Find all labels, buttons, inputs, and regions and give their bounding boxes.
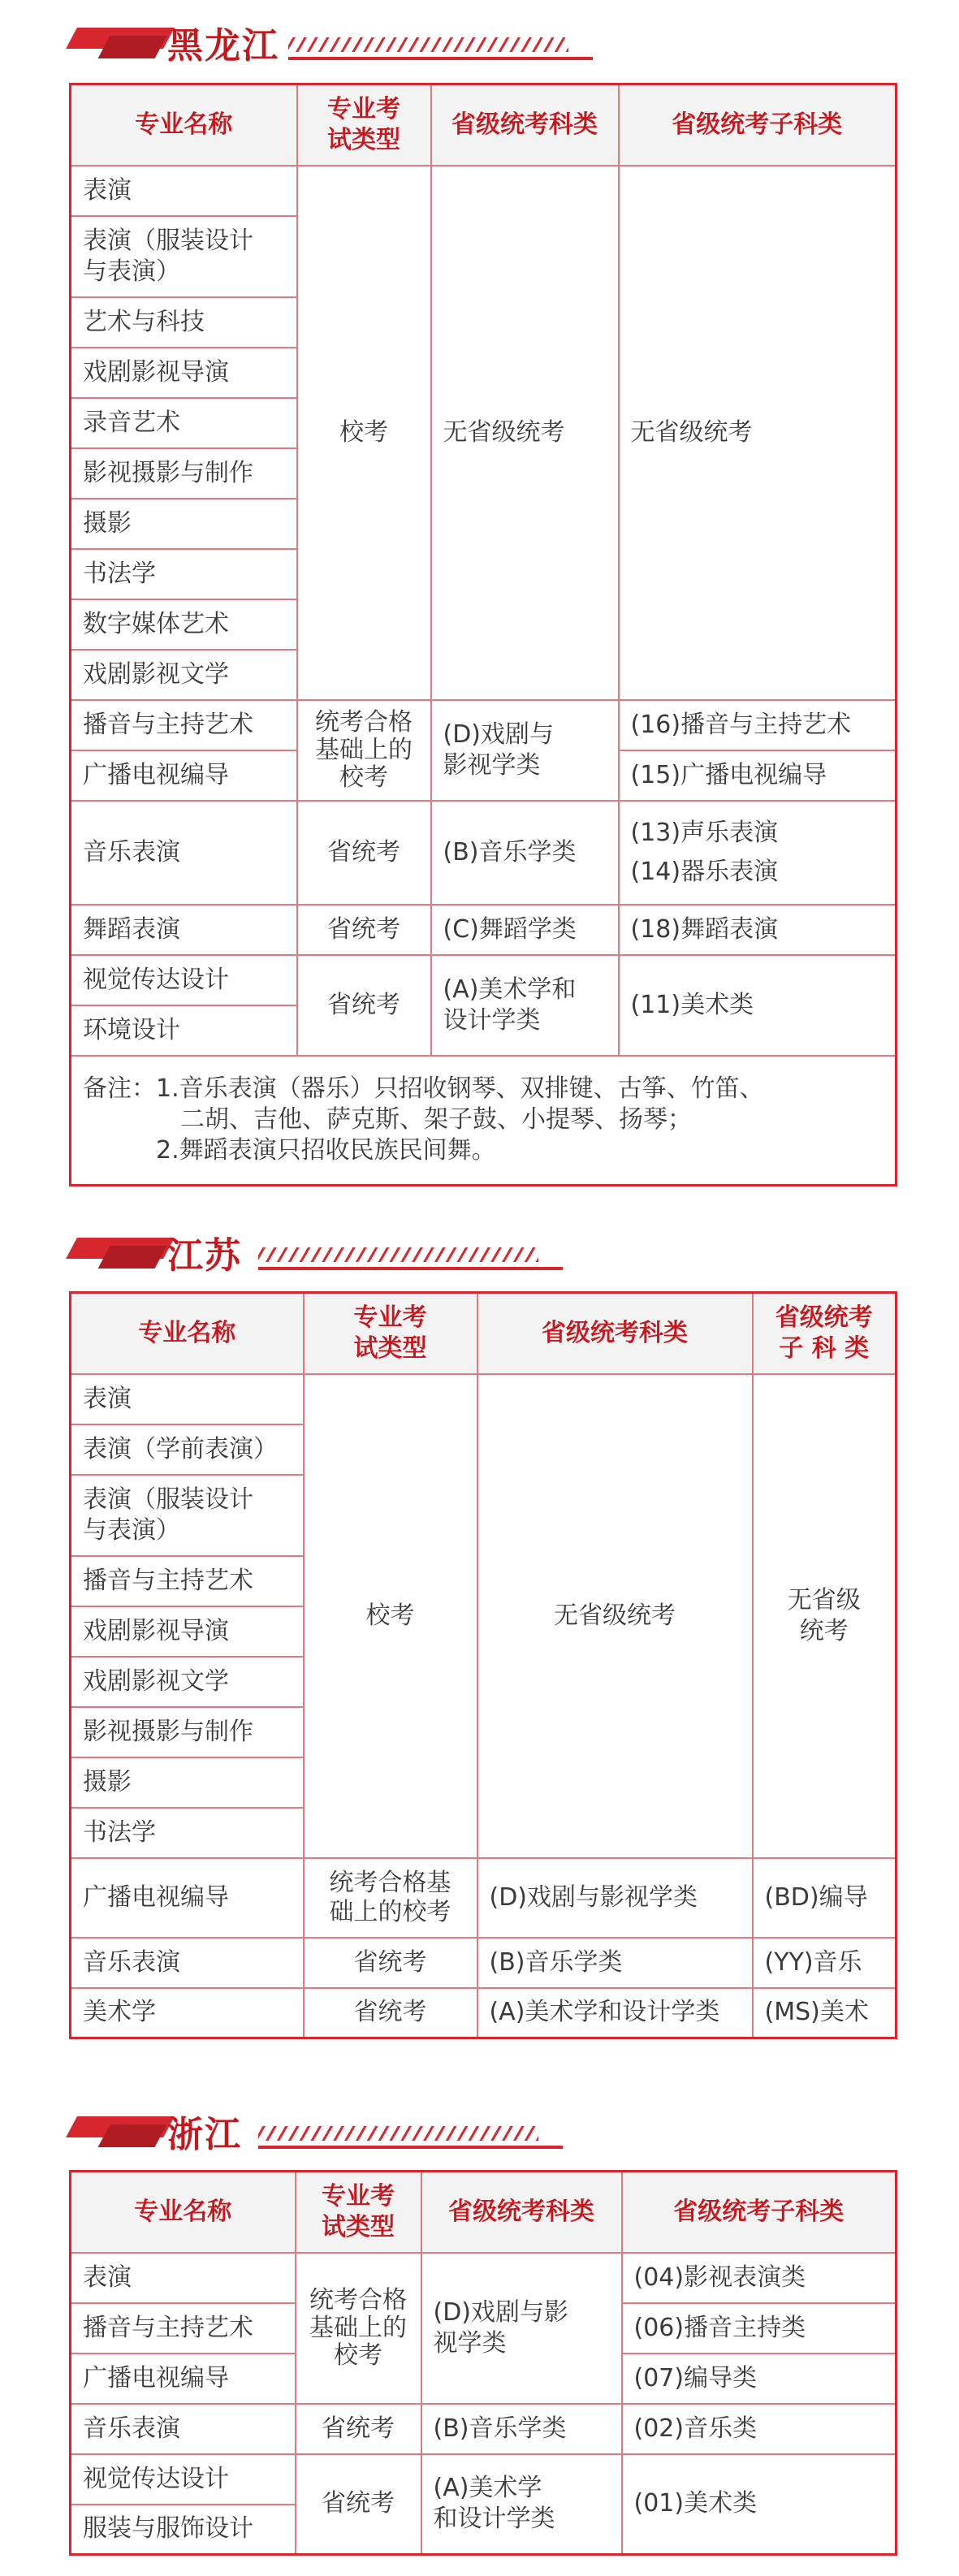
section-header: [0, 2089, 959, 2162]
note-cell: [71, 1056, 896, 1186]
category-cell: (A)美术学 和设计学类: [421, 2454, 622, 2555]
header-underline: [258, 1267, 563, 1270]
major-cell: 戏剧影视导演: [71, 348, 297, 398]
header-underline: [288, 57, 593, 60]
exam-type-cell: 省统考: [297, 905, 431, 955]
note-label: 备注：: [83, 1074, 156, 1104]
subcategory-cell: (YY)音乐: [753, 1938, 896, 1988]
col-header: 省级统考科类: [477, 1293, 753, 1374]
major-cell: 视觉传达设计: [71, 955, 297, 1005]
section-zhejiang: [0, 2089, 959, 2576]
exam-type-cell: 省统考: [297, 955, 431, 1056]
major-cell: 音乐表演: [71, 801, 297, 905]
exam-type-cell: 省统考: [296, 2404, 421, 2454]
major-cell: 书法学: [71, 1808, 304, 1858]
header-hatch: [258, 2126, 538, 2141]
header-decor: [98, 1246, 167, 1269]
exam-type-cell: 省统考: [304, 1988, 477, 2038]
col-header: 省级统考子科类: [622, 2172, 896, 2253]
category-cell: (A)美术学和设计学类: [477, 1988, 753, 2038]
major-cell: 表演: [71, 1374, 304, 1424]
section-title: 黑龙江: [167, 25, 279, 67]
col-header: 省级统考子科类: [619, 84, 896, 166]
section-header: [0, 1210, 959, 1283]
subcategory-cell: (18)舞蹈表演: [619, 905, 896, 955]
major-cell: 服装与服饰设计: [71, 2505, 296, 2555]
header-hatch: [288, 37, 568, 52]
col-header: 省级统考科类: [431, 84, 619, 166]
exam-type-cell: 省统考: [297, 801, 431, 905]
subcategory-cell: (01)美术类: [622, 2454, 896, 2555]
major-cell: 表演（服装设计 与表演）: [71, 1475, 304, 1556]
subcategory-cell: (15)广播电视编导: [619, 750, 896, 801]
major-cell: 播音与主持艺术: [71, 2303, 296, 2353]
exam-type-cell: 校考: [297, 166, 431, 700]
exam-type-cell: 统考合格 基础上的 校考: [296, 2253, 421, 2404]
section-jiangsu: [0, 1210, 959, 2063]
col-header: 专业名称: [71, 1293, 304, 1374]
major-cell: 美术学: [71, 1988, 304, 2038]
major-cell: 广播电视编导: [71, 750, 297, 801]
major-cell: 数字媒体艺术: [71, 599, 297, 650]
col-header: 省级统考科类: [421, 2172, 622, 2253]
note-line: 1.音乐表演（器乐）只招收钢琴、双排键、古筝、竹笛、: [156, 1074, 764, 1104]
major-cell: 表演（服装设计 与表演）: [71, 216, 297, 297]
header-hatch: [258, 1247, 538, 1262]
section-title: 江苏: [167, 1235, 242, 1277]
major-cell: 戏剧影视导演: [71, 1606, 304, 1657]
category-cell: (D)戏剧与影视学类: [477, 1858, 753, 1938]
subcategory-cell: (04)影视表演类: [622, 2253, 896, 2303]
note-line: 2.舞蹈表演只招收民族民间舞。: [156, 1136, 496, 1165]
header-underline: [258, 2146, 563, 2149]
major-cell: 音乐表演: [71, 2404, 296, 2454]
col-header: 省级统考 子 科 类: [753, 1293, 896, 1374]
header-decor: [98, 2124, 167, 2147]
category-cell: 无省级统考: [431, 166, 619, 700]
major-cell: 摄影: [71, 1757, 304, 1808]
section-title: 浙江: [167, 2114, 242, 2155]
col-header: 专业考 试类型: [296, 2172, 421, 2253]
section-heilongjiang: [0, 0, 959, 1173]
major-cell: 舞蹈表演: [71, 905, 297, 955]
major-cell: 播音与主持艺术: [71, 700, 297, 750]
exam-type-cell: 省统考: [296, 2454, 421, 2555]
category-cell: (D)戏剧与影 视学类: [421, 2253, 622, 2404]
major-cell: 广播电视编导: [71, 1858, 304, 1938]
major-cell: 视觉传达设计: [71, 2454, 296, 2505]
col-header: 专业名称: [71, 84, 297, 166]
header-decor: [98, 36, 167, 58]
major-cell: 影视摄影与制作: [71, 1707, 304, 1757]
category-cell: (D)戏剧与 影视学类: [431, 700, 619, 801]
major-cell: 表演（学前表演）: [71, 1424, 304, 1475]
subcategory-cell: 无省级 统考: [753, 1374, 896, 1858]
col-header: 专业名称: [71, 2172, 296, 2253]
subcategory-cell: (02)音乐类: [622, 2404, 896, 2454]
exam-type-cell: 统考合格基 础上的校考: [304, 1858, 477, 1938]
subcategory-cell: (11)美术类: [619, 955, 896, 1056]
major-cell: 表演: [71, 2253, 296, 2303]
major-cell: 戏剧影视文学: [71, 650, 297, 700]
major-cell: 戏剧影视文学: [71, 1657, 304, 1707]
exam-type-cell: 校考: [304, 1374, 477, 1858]
major-cell: 艺术与科技: [71, 297, 297, 348]
subcategory-cell: (13)声乐表演 (14)器乐表演: [619, 801, 896, 905]
category-cell: (B)音乐学类: [477, 1938, 753, 1988]
subcategory-cell: (BD)编导: [753, 1858, 896, 1938]
zhejiang-table: [69, 2170, 897, 2556]
major-cell: 广播电视编导: [71, 2353, 296, 2404]
subcategory-cell: (07)编导类: [622, 2353, 896, 2404]
major-cell: 摄影: [71, 499, 297, 549]
exam-type-cell: 省统考: [304, 1938, 477, 1988]
heilongjiang-table: [69, 83, 897, 1186]
subcategory-cell: (MS)美术: [753, 1988, 896, 2038]
major-cell: 播音与主持艺术: [71, 1556, 304, 1606]
category-cell: (C)舞蹈学类: [431, 905, 619, 955]
category-cell: 无省级统考: [477, 1374, 753, 1858]
major-cell: 音乐表演: [71, 1938, 304, 1988]
jiangsu-table: [69, 1291, 897, 2039]
category-cell: (A)美术学和 设计学类: [431, 955, 619, 1056]
category-cell: (B)音乐学类: [431, 801, 619, 905]
major-cell: 环境设计: [71, 1005, 297, 1056]
col-header: 专业考 试类型: [304, 1293, 477, 1374]
col-header: 专业考 试类型: [297, 84, 431, 166]
major-cell: 书法学: [71, 549, 297, 599]
subcategory-cell: 无省级统考: [619, 166, 896, 700]
exam-type-cell: 统考合格 基础上的 校考: [297, 700, 431, 801]
category-cell: (B)音乐学类: [421, 2404, 622, 2454]
major-cell: 录音艺术: [71, 398, 297, 448]
major-cell: 表演: [71, 166, 297, 216]
note-line: 二胡、吉他、萨克斯、架子鼓、小提琴、扬琴；: [180, 1105, 692, 1135]
subcategory-cell: (16)播音与主持艺术: [619, 700, 896, 750]
subcategory-cell: (06)播音主持类: [622, 2303, 896, 2353]
major-cell: 影视摄影与制作: [71, 448, 297, 499]
section-header: [0, 0, 959, 73]
